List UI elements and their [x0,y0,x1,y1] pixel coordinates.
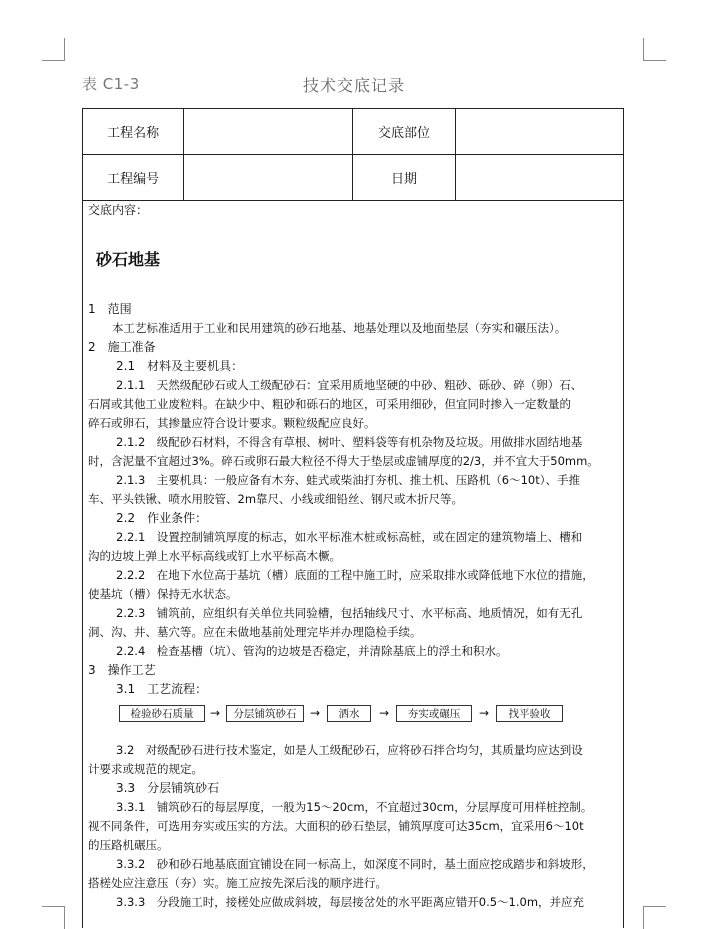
text-line: 车、平头铁锹、喷水用胶管、2m靠尺、小线或细铅丝、钢尺或木折尺等。 [88,492,464,506]
text-line: 3.2 对级配砂石进行技术鉴定，如是人工级配砂石，应将砂石拌合均匀，其质量均应达到设 [116,743,583,757]
text-line: 2.2 作业条件： [116,511,208,525]
flow-step: 分层铺筑砂石 [226,705,304,722]
date-field[interactable] [455,155,623,201]
text-line: 碎石或卵石，其掺量应符合设计要求。颗粒级配应良好。 [88,416,376,430]
flow-step: 检验砂石质量 [119,705,205,722]
project-no-label: 工程编号 [83,155,184,201]
flow-arrow-icon: → [379,706,390,720]
flow-step: 夯实或碾压 [396,705,472,722]
text-line: 沟的边坡上弹上水平标高线或钉上水平标高木橛。 [88,549,341,563]
crop-mark-top-left [42,38,65,61]
text-line: 2 施工准备 [88,340,156,354]
text-line: 3.3.3 分段施工时，接槎处应做成斜坡，每层接岔处的水平距离应错开0.5～1.0m，并应充 [116,895,585,909]
content-label: 交底内容： [88,203,149,217]
text-line: 2.1.2 级配砂石材料，不得含有草根、树叶、塑料袋等有机杂物及垃圾。用做排水固结地基 [116,435,583,449]
text-line: 视不同条件，可选用夯实或压实的方法。大面积的砂石垫层，铺筑厚度可达35cm，宜采用6～10t [88,819,584,833]
record-sheet [82,108,624,928]
crop-mark-top-right [643,38,666,61]
crop-mark-bottom-left [42,906,65,929]
flow-arrow-icon: → [310,706,321,720]
text-line: 3.3 分层铺筑砂石 [116,781,220,795]
text-line: 2.2.4 检查基槽（坑）、管沟的边坡是否稳定，并清除基底上的浮土和积水。 [116,644,508,658]
text-line: 2.1.3 主要机具：一般应备有木夯、蛙式或柴油打夯机、推土机、压路机（6～10t）、手推 [116,473,580,487]
text-line: 3.3.2 砂和砂石地基底面宜铺设在同一标高上，如深度不同时，基土面应挖成踏步和斜坡形， [116,857,594,871]
text-line: 1 范围 [88,302,132,316]
text-line: 本工艺标准适用于工业和民用建筑的砂石地基、地基处理以及地面垫层（夯实和碾压法）。 [112,321,567,335]
text-line: 3.3.1 铺筑砂石的每层厚度，一般为15～20cm，不宜超过30cm，分层厚度可用样桩控制。 [116,800,593,814]
handover-part-field[interactable] [455,109,623,155]
text-line: 3.1 工艺流程： [116,682,208,696]
text-line: 2.2.2 在地下水位高于基坑（槽）底面的工程中施工时，应采取排水或降低地下水位的措施， [116,568,594,582]
text-line: 使基坑（槽）保持无水状态。 [88,587,238,601]
text-line: 石屑或其他工业废粒料。在缺少中、粗砂和砾石的地区，可采用细砂，但宜同时掺入一定数量的 [88,397,571,411]
text-line: 时，含泥量不宜超过3%。碎石或卵石最大粒径不得大于垫层或虚铺厚度的2/3，并不宜大于50mm。 [88,454,599,468]
text-line: 搭槎处应注意压（夯）实。施工应按先深后浅的顺序进行。 [88,876,387,890]
text-line: 3 操作工艺 [88,663,156,677]
text-line: 2.1 材料及主要机具： [116,359,244,373]
text-line: 的压路机碾压。 [88,838,169,852]
text-line: 2.2.1 设置控制铺筑厚度的标志，如水平标准木桩或标高桩，或在固定的建筑物墙上、槽和 [116,530,583,544]
flow-step: 洒水 [327,705,371,722]
project-name-field[interactable] [184,109,353,155]
date-label: 日期 [353,155,455,201]
form-code: 表 C1-3 [82,75,140,93]
process-flow [83,703,623,726]
header-table [82,108,624,201]
text-line: 2.2.3 铺筑前，应组织有关单位共同验槽，包括轴线尺寸、水平标高、地质情况，如有无孔 [116,606,583,620]
text-line: 2.1.1 天然级配砂石或人工级配砂石：宜采用质地坚硬的中砂、粗砂、砾砂、碎（卵）石、 [116,378,583,392]
flow-arrow-icon: → [210,706,221,720]
handover-part-label: 交底部位 [353,109,455,155]
flow-arrow-icon: → [479,706,490,720]
form-title: 技术交底记录 [302,76,405,95]
text-line: 洞、沟、井、墓穴等。应在未做地基前处理完毕并办理隐检手续。 [88,625,422,639]
handover-content [83,201,623,912]
crop-mark-bottom-right [643,906,666,929]
text-line: 计要求或规范的规定。 [88,762,203,776]
content-title: 砂石地基 [96,250,161,269]
flow-step: 找平验收 [496,705,563,722]
project-no-field[interactable] [184,155,353,201]
project-name-label: 工程名称 [83,109,184,155]
